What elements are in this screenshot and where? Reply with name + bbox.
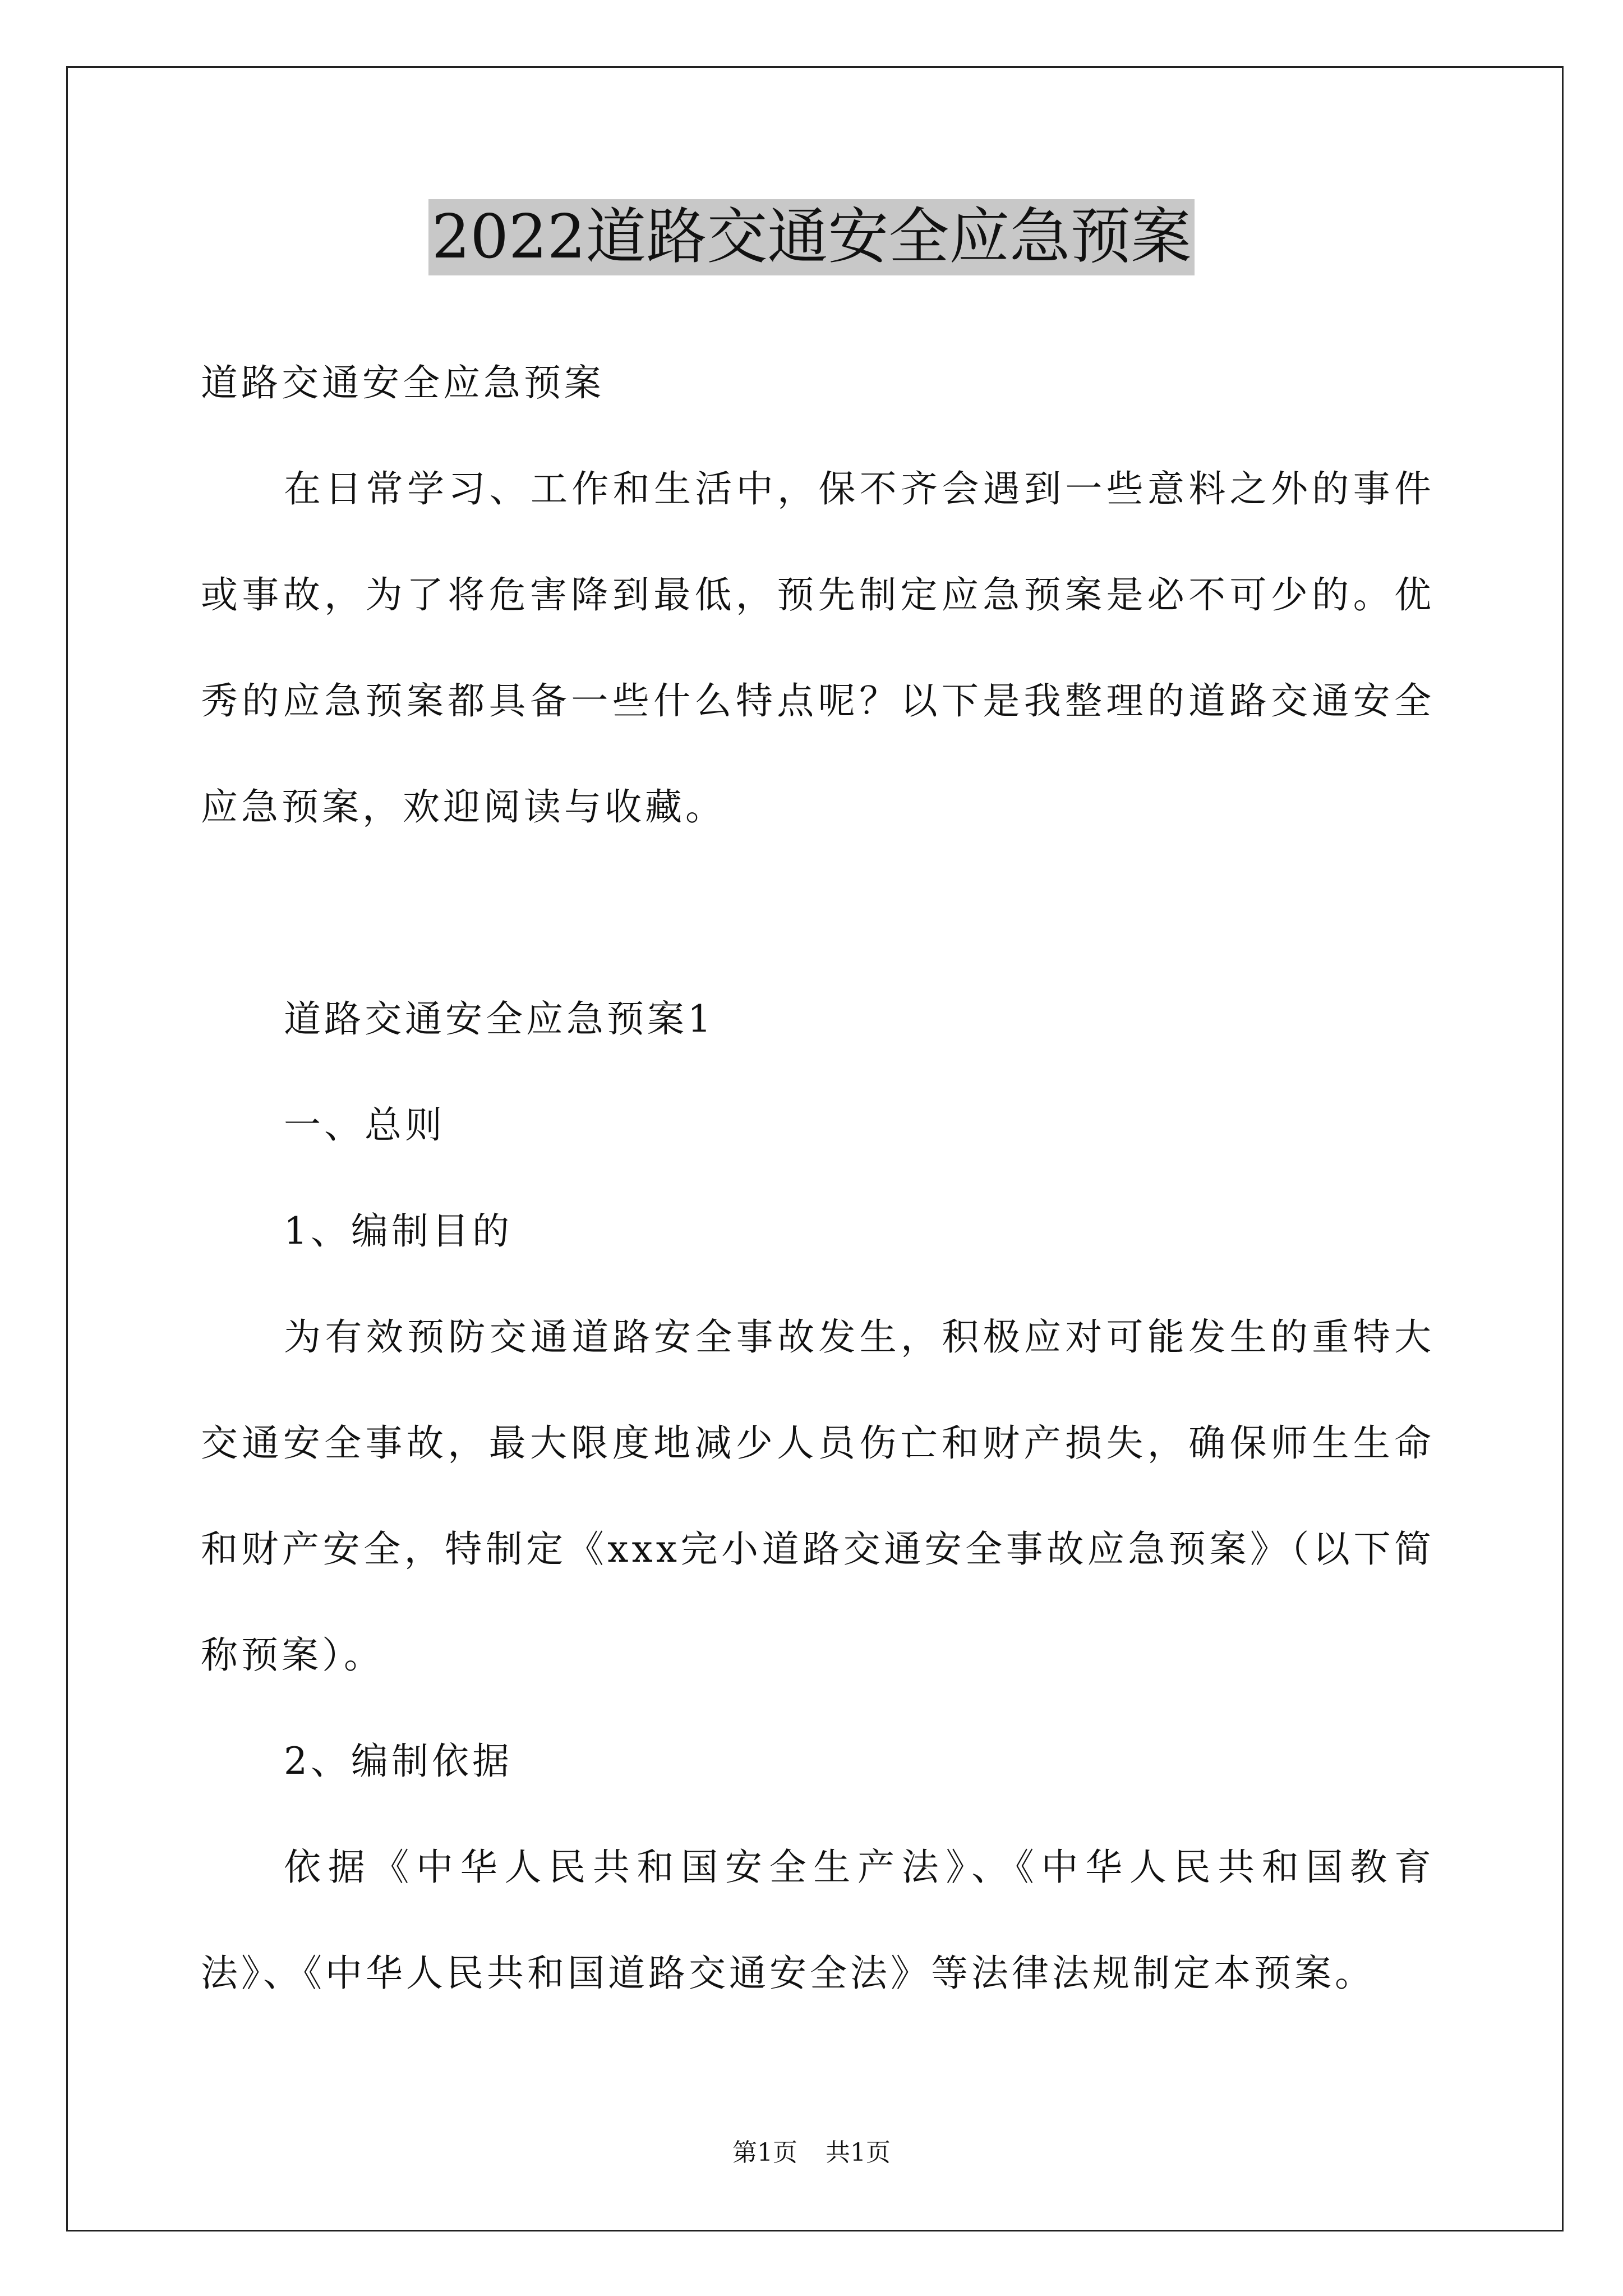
document-body <box>201 330 1435 2026</box>
paragraph-subtitle: 道路交通安全应急预案 <box>201 361 605 404</box>
subsection-heading: 1、编制目的 <box>284 1209 513 1253</box>
chapter-heading: 一、总则 <box>284 1103 445 1147</box>
subsection-heading: 2、编制依据 <box>284 1740 513 1783</box>
section-heading: 道路交通安全应急预案1 <box>284 997 714 1041</box>
page-number: 第1页 <box>732 2138 797 2167</box>
title-container <box>0 199 1623 275</box>
page-footer <box>0 2136 1623 2170</box>
paragraph-purpose: 为有效预防交通道路安全事故发生，积极应对可能发生的重特大交通安全事故，最大限度地减少人员伤亡和财产损失，确保师生生命和财产安全，特制定《xxx完小道路交通安全事故应急预案》（以下简称预案）。 <box>201 1315 1435 1677</box>
blank-line <box>201 860 1435 966</box>
paragraph-basis: 依据《中华人民共和国安全生产法》、《中华人民共和国教育法》、《中华人民共和国道路交通安全法》等法律法规制定本预案。 <box>201 1846 1435 1995</box>
page-total: 共1页 <box>826 2138 891 2167</box>
document-title: 2022道路交通安全应急预案 <box>428 199 1195 275</box>
paragraph-intro: 在日常学习、工作和生活中，保不齐会遇到一些意料之外的事件或事故，为了将危害降到最低，预先制定应急预案是必不可少的。优秀的应急预案都具备一些什么特点呢？以下是我整理的道路交通安全应急预案，欢迎阅读与收藏。 <box>201 467 1435 829</box>
